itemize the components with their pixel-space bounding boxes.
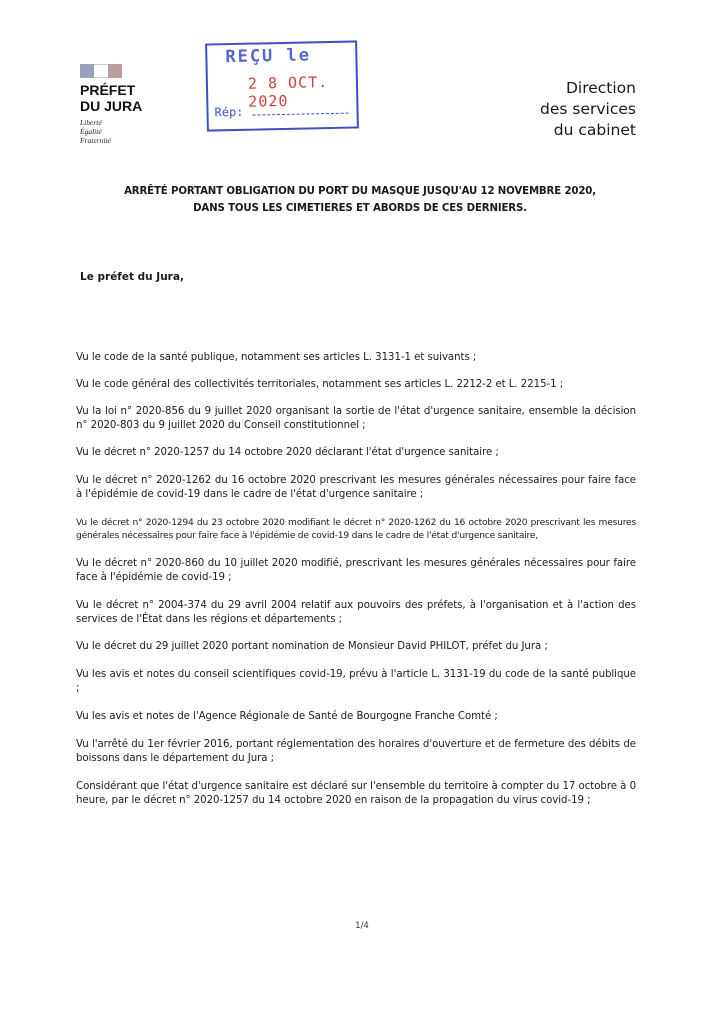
paragraph-13: Considérant que l'état d'urgence sanitaire est déclaré sur l'ensemble du territoire à compter du 17 octobre à 0 heure, par le décret n° 2020-1257 du 14 octobre 2020 en raison de la propagation du virus covid-19 ; (76, 781, 636, 806)
paragraph-5: Vu le décret n° 2020-1262 du 16 octobre 2020 prescrivant les mesures générales nécessaires pour faire face à l'épidémie de covid-19 dans le cadre de l'état d'urgence sanitaire ; (76, 475, 636, 500)
page-number: 1/4 (355, 921, 369, 931)
marianne-logo (80, 64, 143, 145)
stamp-rep-label: Rép: (214, 104, 244, 120)
stamp-rep-line (253, 113, 349, 116)
paragraph-1: Vu le code de la santé publique, notamment ses articles L. 3131-1 et suivants ; (76, 352, 477, 363)
paragraph-6: Vu le décret n° 2020-1294 du 23 octobre 2020 modifiant le décret n° 2020-1262 du 16 octobre 2020 prescrivant les mesures générales nécessaires pour faire face à l'épidémie de covid-19 dans le cadre de l'état d'urgence sanitaire, (76, 518, 636, 541)
paragraph-12: Vu l'arrêté du 1er février 2016, portant réglementation des horaires d'ouverture et de fermeture des débits de boissons dans le département du Jura ; (76, 739, 636, 764)
paragraph-7: Vu le décret n° 2020-860 du 10 juillet 2020 modifié, prescrivant les mesures générales nécessaires pour faire face à l'épidémie de covid-19 ; (76, 558, 636, 583)
prefet-title-line-2: DU JURA (80, 98, 143, 114)
document-title (90, 183, 630, 217)
paragraph-10: Vu les avis et notes du conseil scientifiques covid-19, prévu à l'article L. 3131-19 du code de la santé publique ; (76, 669, 636, 694)
prefet-title-line-1: PRÉFET (80, 82, 136, 98)
motto-egalite: Égalité (80, 127, 102, 136)
received-stamp (205, 40, 359, 131)
addressee: Le préfet du Jura, (80, 271, 184, 283)
paragraph-9: Vu le décret du 29 juillet 2020 portant nomination de Monsieur David PHILOT, préfet du Jura ; (76, 641, 548, 652)
stamp-title: REÇU le (225, 45, 312, 68)
paragraph-8: Vu le décret n° 2004-374 du 29 avril 2004 relatif aux pouvoirs des préfets, à l'organisation et à l'action des services de l'État dans les régions et départements ; (76, 600, 636, 625)
direction-block (540, 78, 636, 141)
motto-liberte: Liberté (80, 118, 102, 127)
document-title-line-1: ARRÊTÉ PORTANT OBLIGATION DU PORT DU MASQUE JUSQU'AU 12 NOVEMBRE 2020, (124, 186, 596, 197)
stamp-date: 2 8 OCT. 2020 (247, 73, 329, 111)
paragraph-3: Vu la loi n° 2020-856 du 9 juillet 2020 organisant la sortie de l'état d'urgence sanitaire, ensemble la décision n° 2020-803 du 9 juillet 2020 du Conseil constitutionnel ; (76, 406, 636, 431)
direction-line-2: des services (540, 100, 636, 118)
paragraph-2: Vu le code général des collectivités territoriales, notamment ses articles L. 2212-2 et L. 2215-1 ; (76, 379, 564, 390)
motto-fraternite: Fraternité (80, 136, 111, 145)
direction-line-1: Direction (565, 79, 636, 97)
direction-line-3: du cabinet (553, 121, 636, 139)
republic-motto (80, 118, 130, 145)
paragraph-4: Vu le décret n° 2020-1257 du 14 octobre 2020 déclarant l'état d'urgence sanitaire ; (76, 447, 499, 458)
marianne-flag-icon (80, 64, 122, 78)
paragraph-11: Vu les avis et notes de l'Agence Régionale de Santé de Bourgogne Franche Comté ; (76, 711, 498, 722)
document-title-line-2: DANS TOUS LES CIMETIERES ET ABORDS DE CES DERNIERS. (193, 203, 527, 214)
